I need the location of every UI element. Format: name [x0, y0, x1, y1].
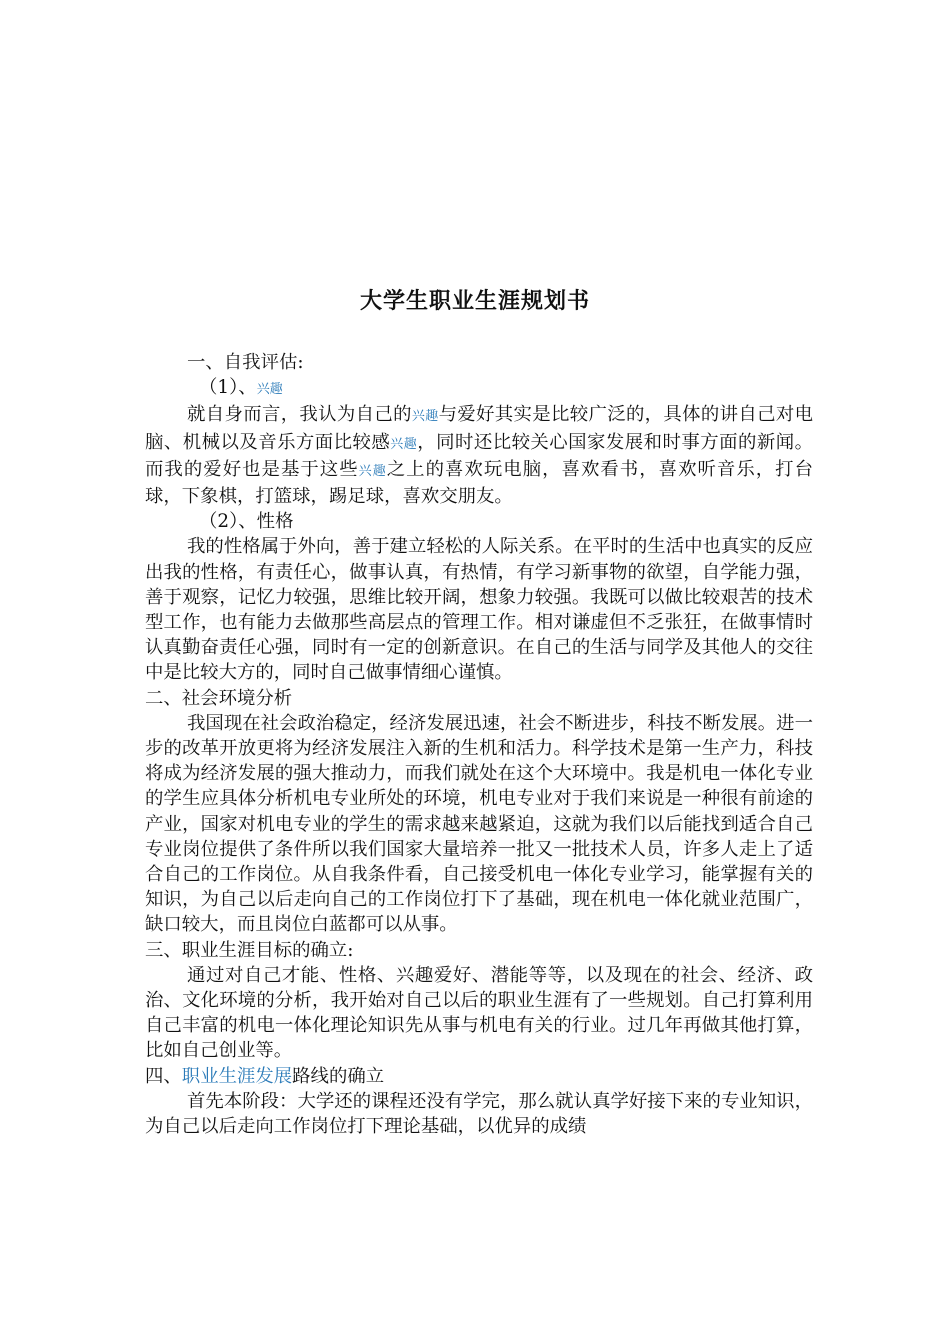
section-heading-career-path	[145, 1064, 813, 1089]
section-heading-self-assessment: 一、自我评估:	[187, 352, 304, 373]
text-run: 与爱好其实是比较广泛的，具体的讲自己对电脑、机械以及音乐方面比较感	[145, 404, 813, 453]
heading-suffix: 路线的确立	[292, 1065, 385, 1087]
interest-link[interactable]: 兴趣	[256, 382, 283, 398]
interest-link[interactable]: 兴趣	[358, 463, 387, 479]
paragraph-career-goal: 通过对自己才能、性格、兴趣爱好、潜能等等，以及现在的社会、经济、政治、文化环境的分析，我开始对自己以后的职业生涯有了一些规划。自己打算利用自己丰富的机电一体化理论知识先从事与机电有关的行业。过几年再做其他打算，比如自己创业等。	[145, 964, 813, 1062]
paragraph-social-environment: 我国现在社会政治稳定，经济发展迅速，社会不断进步，科技不断发展。进一步的改革开放更将为经济发展注入新的生机和活力。科学技术是第一生产力，科技将成为经济发展的强大推动力，而我们就处在这个大环境中。我是机电一体化专业的学生应具体分析机电专业所处的环境，机电专业对于我们来说是一种很有前途的产业，国家对机电专业的学生的需求越来越紧迫，这就为我们以后能找到适合自己专业岗位提供了条件所以我们国家大量培养一批又一批技术人员，许多人走上了适合自己的工作岗位。从自我条件看，自己接受机电一体化专业学习，能掌握有关的知识，为自己以后走向自己的工作岗位打下了基础，现在机电一体化就业范围广，缺口较大，而且岗位白蓝都可以从事。	[145, 712, 813, 936]
section-heading-social-environment: 二、社会环境分析	[145, 687, 293, 709]
interest-link[interactable]: 兴趣	[390, 436, 418, 452]
interest-link[interactable]: 兴趣	[411, 409, 439, 425]
text-run: ，同时还比较关心国家发展和时事方面的新闻。而我的爱好也是基于这些	[145, 431, 813, 480]
heading-prefix: 四、	[145, 1065, 182, 1087]
document-body	[145, 350, 813, 1139]
career-development-link[interactable]: 职业生涯发展	[181, 1065, 293, 1087]
text-run: 就自身而言，我认为自己的	[187, 404, 412, 426]
subheading-personality: （2）、性格	[199, 511, 294, 533]
paragraph-personality: 我的性格属于外向，善于建立轻松的人际关系。在平时的生活中也真实的反应出我的性格，有责任心，做事认真，有热情，有学习新事物的欲望，自学能力强，善于观察，记忆力较强，思维比较开阔，想象力较强。我既可以做比较艰苦的技术型工作，也有能力去做那些高层点的管理工作。相对谦虚但不乏张狂，在做事情时认真勤奋责任心强，同时有一定的创新意识。在自己的生活与同学及其他人的交往中是比较大方的，同时自己做事情细心谨慎。	[145, 536, 813, 684]
subheading-interest	[145, 375, 813, 402]
paragraph-career-path: 首先本阶段：大学还的课程还没有学完，那么就认真学好接下来的专业知识，为自己以后走向工作岗位打下理论基础，以优异的成绩	[145, 1090, 813, 1138]
subheading-prefix: （1）、	[199, 377, 257, 399]
text-run: 之上的喜欢玩电脑，喜欢看书，喜欢听音乐，打台球，下象棋，打篮球，踢足球，喜欢交朋友。	[145, 458, 813, 508]
document-title: 大学生职业生涯规划书	[359, 289, 590, 314]
section-heading-career-goal: 三、职业生涯目标的确立:	[145, 939, 354, 961]
paragraph-interest	[145, 402, 813, 509]
